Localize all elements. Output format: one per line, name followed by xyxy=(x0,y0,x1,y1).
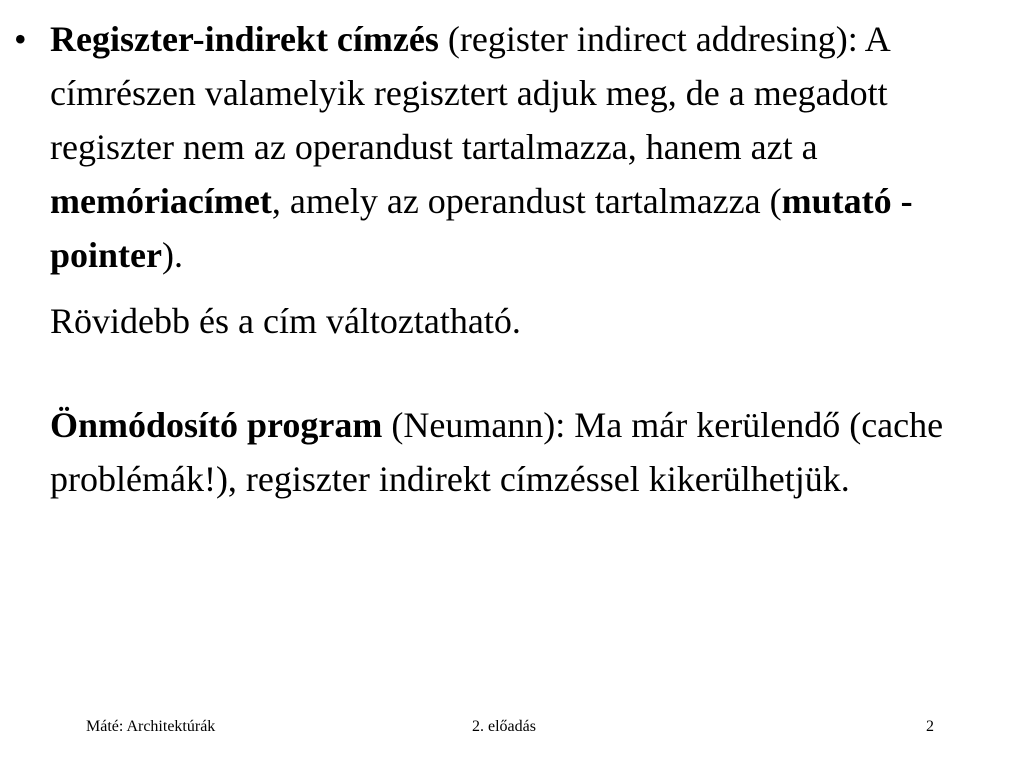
bullet-block xyxy=(14,12,1004,506)
term-pointer: mutató - pointer xyxy=(50,181,913,275)
paragraph1-text1: (register indirect addresing): A címrészen valamelyik regisztert adjuk meg, de a megadott regiszter nem az operandust tartalmazza, hanem azt a xyxy=(50,19,889,167)
paragraph-self-modifying xyxy=(14,398,1004,506)
paragraph3-text: (Neumann): Ma már kerülendő (cache problémák!), regiszter indirekt címzéssel kikerülhetjük. xyxy=(50,405,944,499)
paragraph1-text3: ). xyxy=(162,235,183,275)
paragraph-register-indirect xyxy=(14,12,1004,282)
paragraph-shorter: Rövidebb és a cím változtatható. xyxy=(50,301,521,341)
footer-page-number: 2 xyxy=(926,718,934,735)
paragraph1-text2: , amely az operandust tartalmazza ( xyxy=(271,181,782,221)
footer-author: Máté: Architektúrák xyxy=(86,718,216,735)
term-memory-address: memóriacímet xyxy=(50,181,272,221)
footer-lecture: 2. előadás xyxy=(472,718,536,735)
bullet-icon: • xyxy=(14,19,27,59)
term-register-indirect: Regiszter-indirekt címzés xyxy=(50,19,439,59)
term-self-modifying-program: Önmódosító program xyxy=(50,405,383,445)
